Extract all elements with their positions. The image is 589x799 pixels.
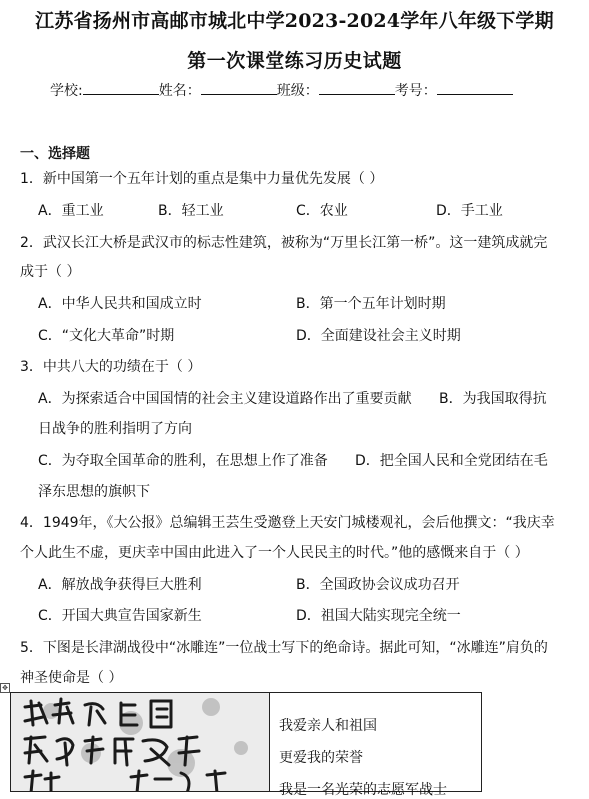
section-title: 一、选择题 [20, 146, 90, 162]
q1-option-d[interactable]: D．手工业 [436, 203, 503, 219]
class-blank[interactable] [319, 81, 395, 95]
q2-option-b[interactable]: B．第一个五年计划时期 [296, 296, 446, 312]
poem-line-1: 我爱亲人和祖国 [279, 718, 377, 734]
q1-option-c[interactable]: C．农业 [296, 203, 348, 219]
name-label: 姓名： [158, 83, 201, 99]
question-3-stem: 3．中共八大的功绩在于（ ） [20, 359, 202, 375]
q4-option-c[interactable]: C．开国大典宣告国家新生 [38, 608, 202, 624]
handwritten-poem-image [11, 693, 270, 791]
class-label: 班级： [276, 83, 319, 99]
number-blank[interactable] [437, 81, 513, 95]
question-1-stem: 1．新中国第一个五年计划的重点是集中力量优先发展（ ） [20, 171, 384, 187]
question-2-stem-line1: 2．武汉长江大桥是武汉市的标志性建筑，被称为“万里长江第一桥”。这一建筑成就完 [20, 235, 548, 251]
number-label: 考号： [394, 83, 437, 99]
q1-option-a[interactable]: A．重工业 [38, 203, 104, 219]
q3-option-a[interactable]: A．为探索适合中国国情的社会主义建设道路作出了重要贡献 [38, 391, 412, 407]
school-blank[interactable] [83, 81, 159, 95]
question-4-stem-line2: 个人此生不虚，更庆幸中国由此进入了一个人民民主的时代。”他的感慨来自于（ ） [20, 545, 529, 561]
exam-title-line1: 江苏省扬州市高邮市城北中学2023-2024学年八年级下学期 [35, 10, 554, 32]
q4-option-b[interactable]: B．全国政协会议成功召开 [296, 577, 460, 593]
question-2-stem-line2: 成于（ ） [20, 264, 81, 280]
q2-option-d[interactable]: D．全面建设社会主义时期 [296, 328, 461, 344]
school-label: 学校: [50, 83, 83, 99]
poem-line-2: 更爱我的荣誉 [279, 750, 363, 766]
q3-option-b[interactable]: B．为我国取得抗 [439, 391, 547, 407]
q3-option-c[interactable]: C．为夺取全国革命的胜利，在思想上作了准备 [38, 453, 328, 469]
q3-option-d[interactable]: D．把全国人民和全党团结在毛 [355, 453, 548, 469]
q4-option-d[interactable]: D．祖国大陆实现完全统一 [296, 608, 461, 624]
question-5-stem-line1: 5．下图是长津湖战役中“冰雕连”一位战士写下的绝命诗。据此可知，“冰雕连”肩负的 [20, 640, 548, 656]
q1-option-b[interactable]: B．轻工业 [158, 203, 224, 219]
poem-text-cell [279, 693, 481, 798]
q2-option-a[interactable]: A．中华人民共和国成立时 [38, 296, 202, 312]
q4-option-a[interactable]: A．解放战争获得巨大胜利 [38, 577, 202, 593]
q3-option-b-cont: 日战争的胜利指明了方向 [38, 421, 192, 437]
student-info-row [50, 80, 513, 100]
q2-option-c[interactable]: C．“文化大革命”时期 [38, 328, 175, 344]
name-blank[interactable] [201, 81, 277, 95]
poem-table [10, 692, 482, 798]
poem-line-3: 我是一名光荣的志愿军战士 [279, 782, 447, 798]
exam-title-line2: 第一次课堂练习历史试题 [187, 50, 402, 72]
question-5-stem-line2: 神圣使命是（ ） [20, 670, 123, 686]
q3-option-d-cont: 泽东思想的旗帜下 [38, 484, 150, 500]
table-move-handle-icon[interactable]: ✥ [0, 683, 10, 693]
question-4-stem-line1: 4．1949年，《大公报》总编辑王芸生受邀登上天安门城楼观礼，会后他撰文：“我庆幸 [20, 515, 555, 531]
handwriting-scan-picture [11, 693, 269, 791]
